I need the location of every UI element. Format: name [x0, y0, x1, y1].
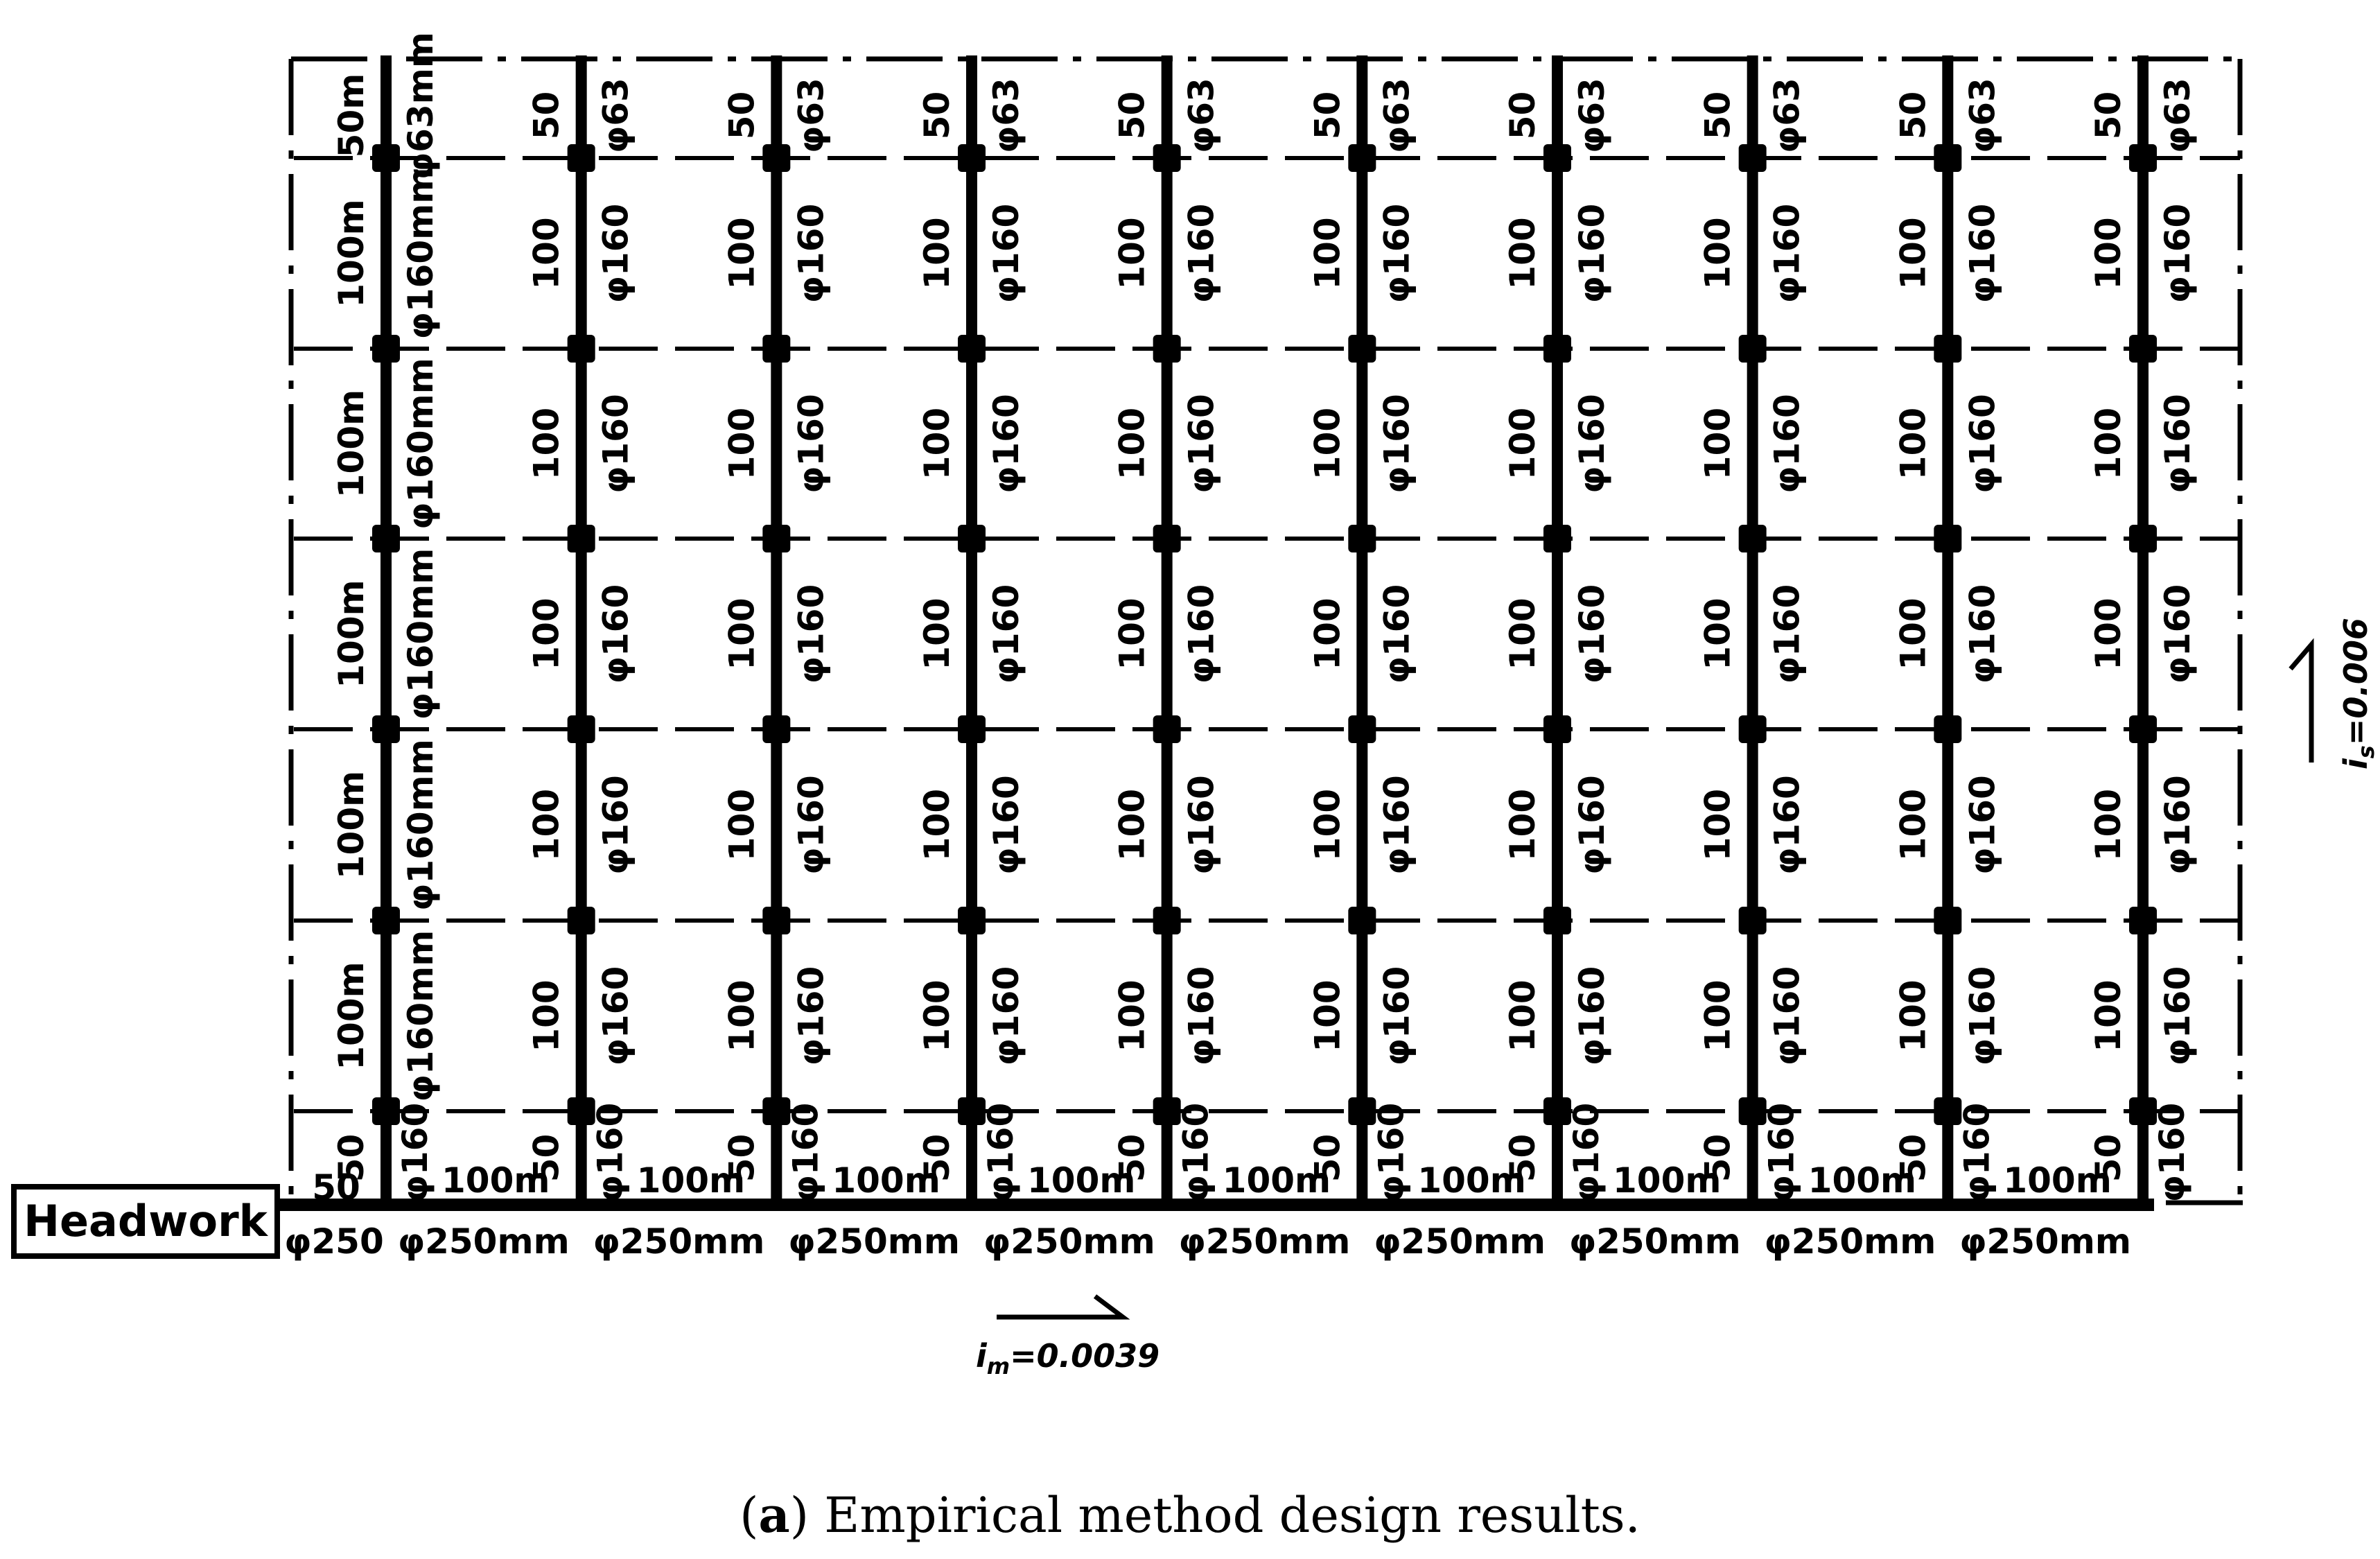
junction-node	[2129, 335, 2157, 363]
junction-node	[568, 907, 595, 934]
main-segment-length-label: 100m	[1417, 1160, 1526, 1201]
middle-length-label: 100	[1893, 788, 1934, 862]
main-segment-length-label: 100m	[1613, 1160, 1722, 1201]
middle-length-label: 100m	[331, 961, 371, 1070]
middle-diameter-label: φ160	[986, 775, 1026, 875]
middle-diameter-label: φ160	[1572, 394, 1612, 494]
middle-diameter-label: φ160	[1767, 394, 1808, 494]
middle-diameter-label: φ160	[791, 584, 832, 684]
slope-main-arrow	[997, 1296, 1123, 1317]
junction-node	[1543, 525, 1571, 552]
middle-length-label: 100	[2088, 217, 2128, 290]
main-segment-diameter-label: φ250mm	[983, 1221, 1155, 1262]
bottom-length-label: 50	[526, 1133, 567, 1183]
junction-node	[372, 715, 400, 743]
middle-length-label: 100	[526, 598, 567, 670]
junction-node	[1153, 525, 1181, 552]
middle-diameter-label: φ160	[1572, 584, 1612, 684]
middle-length-label: 100	[1307, 598, 1348, 670]
middle-length-label: 100	[2088, 598, 2128, 670]
middle-length-label: 100	[1112, 598, 1153, 670]
middle-length-label: 100	[1112, 788, 1153, 862]
main-segment-diameter-label: φ250mm	[1178, 1221, 1351, 1262]
junction-node	[1934, 907, 1961, 934]
middle-diameter-label: φ160	[1376, 584, 1417, 684]
middle-diameter-label: φ160mm	[401, 930, 441, 1102]
junction-node	[762, 525, 790, 552]
middle-length-label: 100	[1893, 407, 1934, 480]
slope-lateral-label: $i_s=0.006$	[2337, 618, 2379, 769]
middle-length-label: 100	[526, 788, 567, 862]
top-length-label: 50	[2088, 91, 2128, 140]
middle-length-label: 100	[1307, 407, 1348, 480]
bottom-length-label: 50	[1893, 1133, 1934, 1183]
top-diameter-label: φ63	[2158, 78, 2198, 153]
middle-diameter-label: φ160	[1767, 203, 1808, 304]
middle-diameter-label: φ160mm	[401, 358, 441, 530]
junction-node	[2129, 907, 2157, 934]
top-length-label: 50m	[331, 73, 371, 158]
top-diameter-label: φ63	[791, 78, 832, 153]
junction-node	[372, 144, 400, 172]
middle-length-label: 100	[1697, 788, 1738, 862]
junction-node	[1348, 907, 1376, 934]
top-diameter-label: φ63	[986, 78, 1026, 153]
junction-node	[568, 335, 595, 363]
middle-length-label: 100	[1697, 407, 1738, 480]
middle-diameter-label: φ160	[1962, 966, 2003, 1066]
main-segment-length-label: 100m	[636, 1160, 746, 1201]
junction-node	[568, 715, 595, 743]
middle-length-label: 100	[1307, 979, 1348, 1052]
junction-node	[1153, 907, 1181, 934]
bottom-diameter-label: φ160	[395, 1102, 435, 1203]
middle-length-label: 100	[1503, 598, 1543, 670]
top-length-label: 50	[526, 91, 567, 140]
junction-node	[2129, 525, 2157, 552]
bottom-diameter-label: φ160	[785, 1102, 826, 1203]
middle-diameter-label: φ160	[1767, 775, 1808, 875]
middle-diameter-label: φ160	[2158, 775, 2198, 875]
caption: (a) Empirical method design results.	[740, 1486, 1640, 1544]
junction-node	[2129, 715, 2157, 743]
middle-length-label: 100	[721, 598, 762, 670]
bottom-diameter-label: φ160	[590, 1102, 631, 1203]
junction-node	[1543, 335, 1571, 363]
slope-main-label: $i_m=0.0039$	[976, 1337, 1160, 1379]
main-segment-diameter-label: φ250mm	[1764, 1221, 1936, 1262]
junction-node	[1348, 715, 1376, 743]
middle-length-label: 100	[2088, 979, 2128, 1052]
slope-lateral	[2291, 618, 2379, 769]
middle-diameter-label: φ160	[1181, 394, 1222, 494]
junction-node	[1543, 715, 1571, 743]
middle-diameter-label: φ160	[1962, 775, 2003, 875]
junction-node	[372, 335, 400, 363]
middle-length-label: 100	[1503, 979, 1543, 1052]
middle-length-label: 100	[1697, 598, 1738, 670]
middle-length-label: 100m	[331, 389, 371, 498]
middle-length-label: 100	[917, 788, 957, 862]
main-segment-length-label: 100m	[832, 1160, 940, 1201]
middle-diameter-label: φ160	[1181, 775, 1222, 875]
junction-node	[762, 715, 790, 743]
middle-diameter-label: φ160	[1376, 203, 1417, 304]
main-segment-diameter-label: φ250mm	[593, 1221, 765, 1262]
middle-diameter-label: φ160	[1962, 394, 2003, 494]
junction-node	[1739, 907, 1767, 934]
middle-length-label: 100	[1503, 788, 1543, 862]
middle-length-label: 100	[1503, 407, 1543, 480]
junction-node	[372, 525, 400, 552]
junction-node	[1934, 144, 1961, 172]
middle-length-label: 100	[917, 979, 957, 1052]
junction-node	[1348, 525, 1376, 552]
headwork-label: Headwork	[24, 1196, 268, 1246]
middle-diameter-label: φ160	[791, 203, 832, 304]
middle-diameter-label: φ160	[2158, 394, 2198, 494]
junction-node	[958, 335, 986, 363]
junction-nodes	[372, 144, 2157, 1125]
middle-diameter-label: φ160mm	[401, 167, 441, 340]
bottom-length-label: 50	[1697, 1133, 1738, 1183]
top-length-label: 50	[1112, 91, 1153, 140]
bottom-length-label: 50	[1307, 1133, 1348, 1183]
top-length-label: 50	[1893, 91, 1934, 140]
middle-length-label: 100	[1893, 598, 1934, 670]
junction-node	[958, 715, 986, 743]
middle-length-label: 100	[526, 979, 567, 1052]
main-segment-length-label: 100m	[1222, 1160, 1331, 1201]
bottom-length-label: 50	[1503, 1133, 1543, 1183]
top-length-label: 50	[721, 91, 762, 140]
bottom-length-label: 50	[721, 1133, 762, 1183]
junction-node	[958, 525, 986, 552]
bottom-diameter-label: φ160	[1371, 1102, 1412, 1203]
junction-node	[2129, 144, 2157, 172]
middle-length-label: 100	[721, 788, 762, 862]
middle-diameter-label: φ160	[986, 966, 1026, 1066]
middle-diameter-label: φ160	[1572, 203, 1612, 304]
middle-diameter-label: φ160	[1962, 584, 2003, 684]
middle-diameter-label: φ160	[595, 966, 636, 1066]
junction-node	[1153, 335, 1181, 363]
junction-node	[1153, 715, 1181, 743]
middle-diameter-label: φ160	[986, 584, 1026, 684]
middle-diameter-label: φ160	[595, 584, 636, 684]
lateral-pipes	[386, 55, 2143, 1205]
middle-diameter-label: φ160	[791, 775, 832, 875]
middle-length-label: 100	[917, 217, 957, 290]
top-length-label: 50	[1503, 91, 1543, 140]
middle-length-label: 100	[721, 217, 762, 290]
bottom-length-label: 50	[1112, 1133, 1153, 1183]
bottom-diameter-label: φ160	[2152, 1102, 2192, 1203]
junction-node	[568, 144, 595, 172]
middle-length-label: 100	[1307, 217, 1348, 290]
junction-node	[1934, 715, 1961, 743]
main-segment-diameter-label: φ250mm	[788, 1221, 961, 1262]
middle-diameter-label: φ160	[1767, 584, 1808, 684]
middle-diameter-label: φ160	[1376, 394, 1417, 494]
middle-length-label: 100	[1307, 788, 1348, 862]
bottom-diameter-label: φ160	[1566, 1102, 1607, 1203]
main-first-length-label: 50	[312, 1167, 360, 1208]
middle-length-label: 100m	[331, 199, 371, 308]
middle-diameter-label: φ160	[791, 394, 832, 494]
junction-node	[1543, 144, 1571, 172]
middle-length-label: 100m	[331, 580, 371, 688]
top-length-label: 50	[1697, 91, 1738, 140]
junction-node	[1739, 144, 1767, 172]
main-segment-length-label: 100m	[441, 1160, 550, 1201]
junction-node	[1934, 525, 1961, 552]
middle-length-label: 100	[1112, 407, 1153, 480]
middle-diameter-label: φ160	[2158, 966, 2198, 1066]
junction-node	[958, 907, 986, 934]
junction-node	[1348, 335, 1376, 363]
bottom-diameter-label: φ160	[1761, 1102, 1802, 1203]
middle-diameter-label: φ160	[1962, 203, 2003, 304]
middle-length-label: 100	[1112, 217, 1153, 290]
middle-diameter-label: φ160	[791, 966, 832, 1066]
middle-diameter-label: φ160	[1181, 203, 1222, 304]
middle-length-label: 100	[1697, 979, 1738, 1052]
middle-diameter-label: φ160	[1767, 966, 1808, 1066]
middle-diameter-label: φ160	[595, 394, 636, 494]
middle-length-label: 100	[1503, 217, 1543, 290]
main-segment-diameter-label: φ250mm	[1568, 1221, 1741, 1262]
junction-node	[762, 907, 790, 934]
junction-node	[1153, 144, 1181, 172]
middle-diameter-label: φ160	[1376, 966, 1417, 1066]
main-segment-length-label: 100m	[1027, 1160, 1136, 1201]
top-length-label: 50	[1307, 91, 1348, 140]
junction-node	[1543, 907, 1571, 934]
middle-diameter-label: φ160	[595, 203, 636, 304]
middle-diameter-label: φ160	[2158, 584, 2198, 684]
middle-length-label: 100	[917, 598, 957, 670]
middle-length-label: 100	[526, 217, 567, 290]
top-diameter-label: φ63mm	[401, 32, 441, 180]
top-diameter-label: φ63	[1572, 78, 1612, 153]
junction-node	[762, 144, 790, 172]
bottom-length-label: 50	[917, 1133, 957, 1183]
main-segment-length-label: 100m	[2003, 1160, 2112, 1201]
junction-node	[372, 907, 400, 934]
top-diameter-label: φ63	[595, 78, 636, 153]
slope-lateral-arrow	[2291, 645, 2311, 763]
main-segment-length-label: 100m	[1808, 1160, 1917, 1201]
junction-node	[1739, 525, 1767, 552]
middle-diameter-label: φ160	[1376, 775, 1417, 875]
top-diameter-label: φ63	[1181, 78, 1222, 153]
middle-length-label: 100	[917, 407, 957, 480]
bottom-diameter-label: φ160	[1175, 1102, 1216, 1203]
junction-node	[1739, 715, 1767, 743]
bottom-length-label: 50	[2088, 1133, 2128, 1183]
main-first-diameter-label: φ250	[284, 1221, 384, 1262]
middle-diameter-label: φ160	[1572, 966, 1612, 1066]
middle-length-label: 100	[721, 407, 762, 480]
top-diameter-label: φ63	[1767, 78, 1808, 153]
bottom-diameter-label: φ160	[1957, 1102, 1997, 1203]
middle-length-label: 100	[721, 979, 762, 1052]
middle-length-label: 100	[526, 407, 567, 480]
middle-length-label: 100	[1893, 217, 1934, 290]
middle-diameter-label: φ160	[595, 775, 636, 875]
middle-diameter-label: φ160mm	[401, 548, 441, 720]
middle-length-label: 100	[1697, 217, 1738, 290]
middle-length-label: 100	[1893, 979, 1934, 1052]
middle-length-label: 100	[1112, 979, 1153, 1052]
middle-diameter-label: φ160	[1572, 775, 1612, 875]
middle-diameter-label: φ160mm	[401, 739, 441, 911]
middle-length-label: 100m	[331, 770, 371, 880]
top-length-label: 50	[917, 91, 957, 140]
headwork	[14, 1187, 277, 1256]
top-diameter-label: φ63	[1962, 78, 2003, 153]
top-diameter-label: φ63	[1376, 78, 1417, 153]
middle-length-label: 100	[2088, 407, 2128, 480]
main-segment-diameter-label: φ250mm	[1959, 1221, 2132, 1262]
middle-diameter-label: φ160	[1181, 584, 1222, 684]
middle-diameter-label: φ160	[2158, 203, 2198, 304]
junction-node	[762, 335, 790, 363]
middle-diameter-label: φ160	[986, 394, 1026, 494]
junction-node	[1934, 335, 1961, 363]
pipe-labels	[284, 32, 2198, 1262]
junction-node	[958, 144, 986, 172]
junction-node	[1739, 335, 1767, 363]
middle-diameter-label: φ160	[1181, 966, 1222, 1066]
bottom-diameter-label: φ160	[981, 1102, 1021, 1203]
bottom-length-label: 50	[331, 1133, 371, 1183]
main-segment-diameter-label: φ250mm	[1374, 1221, 1546, 1262]
main-segment-diameter-label: φ250mm	[397, 1221, 570, 1262]
junction-node	[568, 525, 595, 552]
junction-node	[1348, 144, 1376, 172]
middle-diameter-label: φ160	[986, 203, 1026, 304]
middle-length-label: 100	[2088, 788, 2128, 862]
slope-main	[976, 1296, 1160, 1379]
